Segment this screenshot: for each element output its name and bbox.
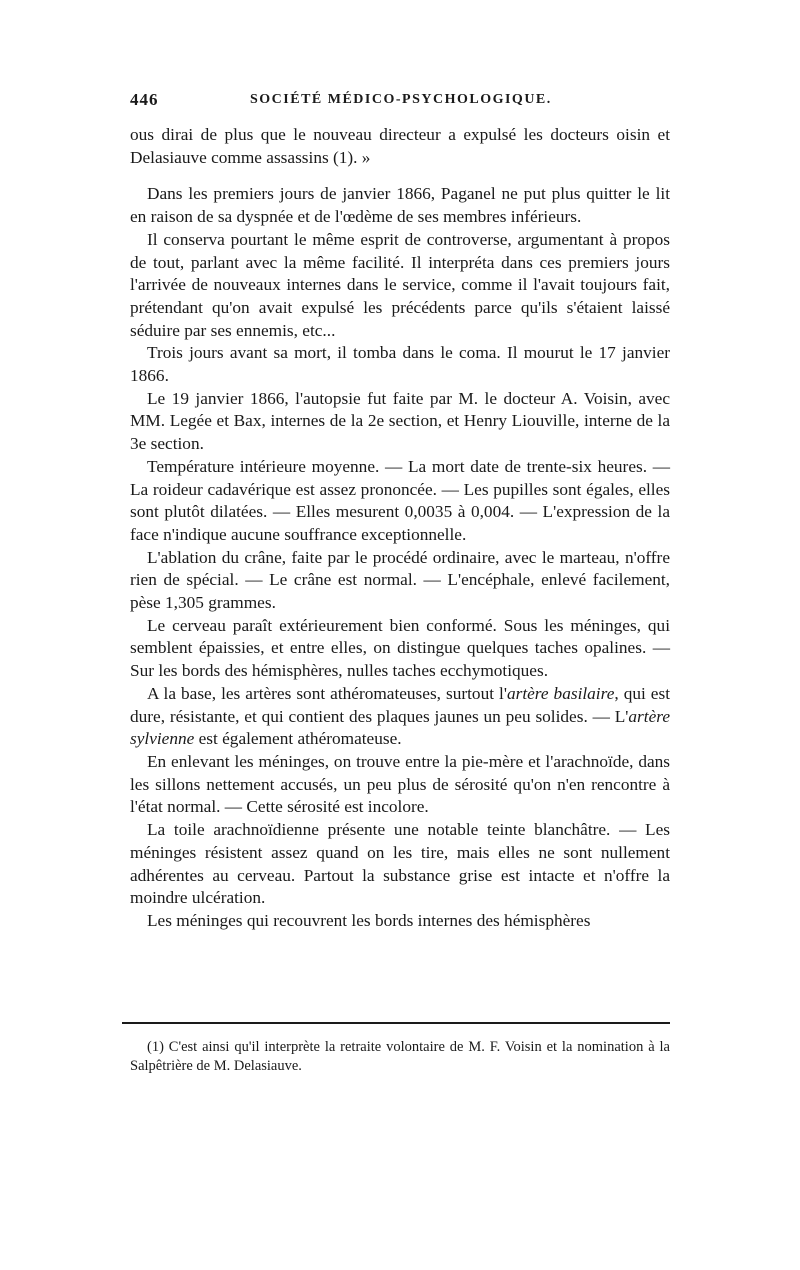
paragraph-bords-internes: Les méninges qui recouvrent les bords internes des hémisphères: [147, 910, 591, 930]
paragraph-autopsie: Le 19 janvier 1866, l'autopsie fut faite par M. le docteur A. Voisin, avec MM. Legée et Bax, internes de la 2e section, et Henry Liouville, interne de la 3e section.: [130, 388, 670, 454]
text-run: , qui est dure, résistante, et qui contient des plaques jaunes un peu solides. — L': [130, 683, 671, 726]
text-run: A la base, les artères sont athéromateuses, surtout l': [147, 683, 507, 703]
paragraph-controverse: Il conserva pourtant le même esprit de controverse, argumentant à propos de tout, parlant avec la même facilité. Il interpréta dans ces premiers jours l'arrivée de nouveaux internes dans le service, comme il l'avait toujours fait, prétendant qu'on avait expulsé les précédents parce qu'ils s'étaient laissé séduire par ses ennemis, etc...: [130, 229, 670, 340]
page-number: 446: [130, 90, 159, 109]
text-run: est également athéromateuse.: [194, 729, 402, 749]
paragraph-meninges: En enlevant les méninges, on trouve entre la pie-mère et l'arachnoïde, dans les sillons nettement accusés, un peu plus de sérosité qu'on n'en rencontre à l'état normal. — Cette sérosité est incolore.: [130, 751, 670, 817]
paragraph-coma: Trois jours avant sa mort, il tomba dans le coma. Il mourut le 17 janvier 1866.: [130, 343, 670, 386]
paragraph-temperature: Température intérieure moyenne. — La mort date de trente-six heures. — La roideur cadavérique est assez prononcée. — Les pupilles sont égales, elles sont plutôt dilatées. — Elles mesurent 0,0035 à 0,004. — L'expression de la face n'indique aucune souffrance exceptionnelle.: [130, 456, 670, 544]
italic-term-basilaire: artère basilaire: [506, 683, 615, 703]
paragraph-toile: La toile arachnoïdienne présente une notable teinte blanchâtre. — Les méninges résistent assez quand on les tire, mais elles ne sont nullement adhérentes au cerveau. Partout la substance grise est intacte et n'offre la moindre ulcération.: [130, 820, 670, 908]
running-header: [130, 90, 670, 116]
italic-term-sylvienne: artère sylvienne: [130, 706, 670, 749]
paragraph-quote-end: ous dirai de plus que le nouveau directeur a expulsé les docteurs oisin et Delasiauve comme assassins (1). »: [130, 125, 670, 167]
paragraph-ablation: L'ablation du crâne, faite par le procédé ordinaire, avec le marteau, n'offre rien de spécial. — Le crâne est normal. — L'encéphale, enlevé facilement, pèse 1,305 grammes.: [130, 547, 670, 613]
paragraph-cerveau: Le cerveau paraît extérieurement bien conformé. Sous les méninges, qui semblent épaissies, et entre elles, on distingue quelques taches opalines. — Sur les bords des hémisphères, nulles taches ecchymotiques.: [130, 615, 670, 681]
body-text: [130, 124, 670, 933]
paragraph-arteres: [130, 683, 670, 751]
running-title: SOCIÉTÉ MÉDICO-PSYCHOLOGIQUE.: [250, 92, 552, 107]
footnote: (1) C'est ainsi qu'il interprète la retraite volontaire de M. F. Voisin et la nomination à la Salpêtrière de M. Delasiauve.: [130, 1039, 670, 1074]
paragraph-dyspnee: Dans les premiers jours de janvier 1866, Paganel ne put plus quitter le lit en raison de sa dyspnée et de l'œdème de ses membres inférieurs.: [130, 184, 670, 227]
footnote-rule: [122, 1022, 670, 1024]
